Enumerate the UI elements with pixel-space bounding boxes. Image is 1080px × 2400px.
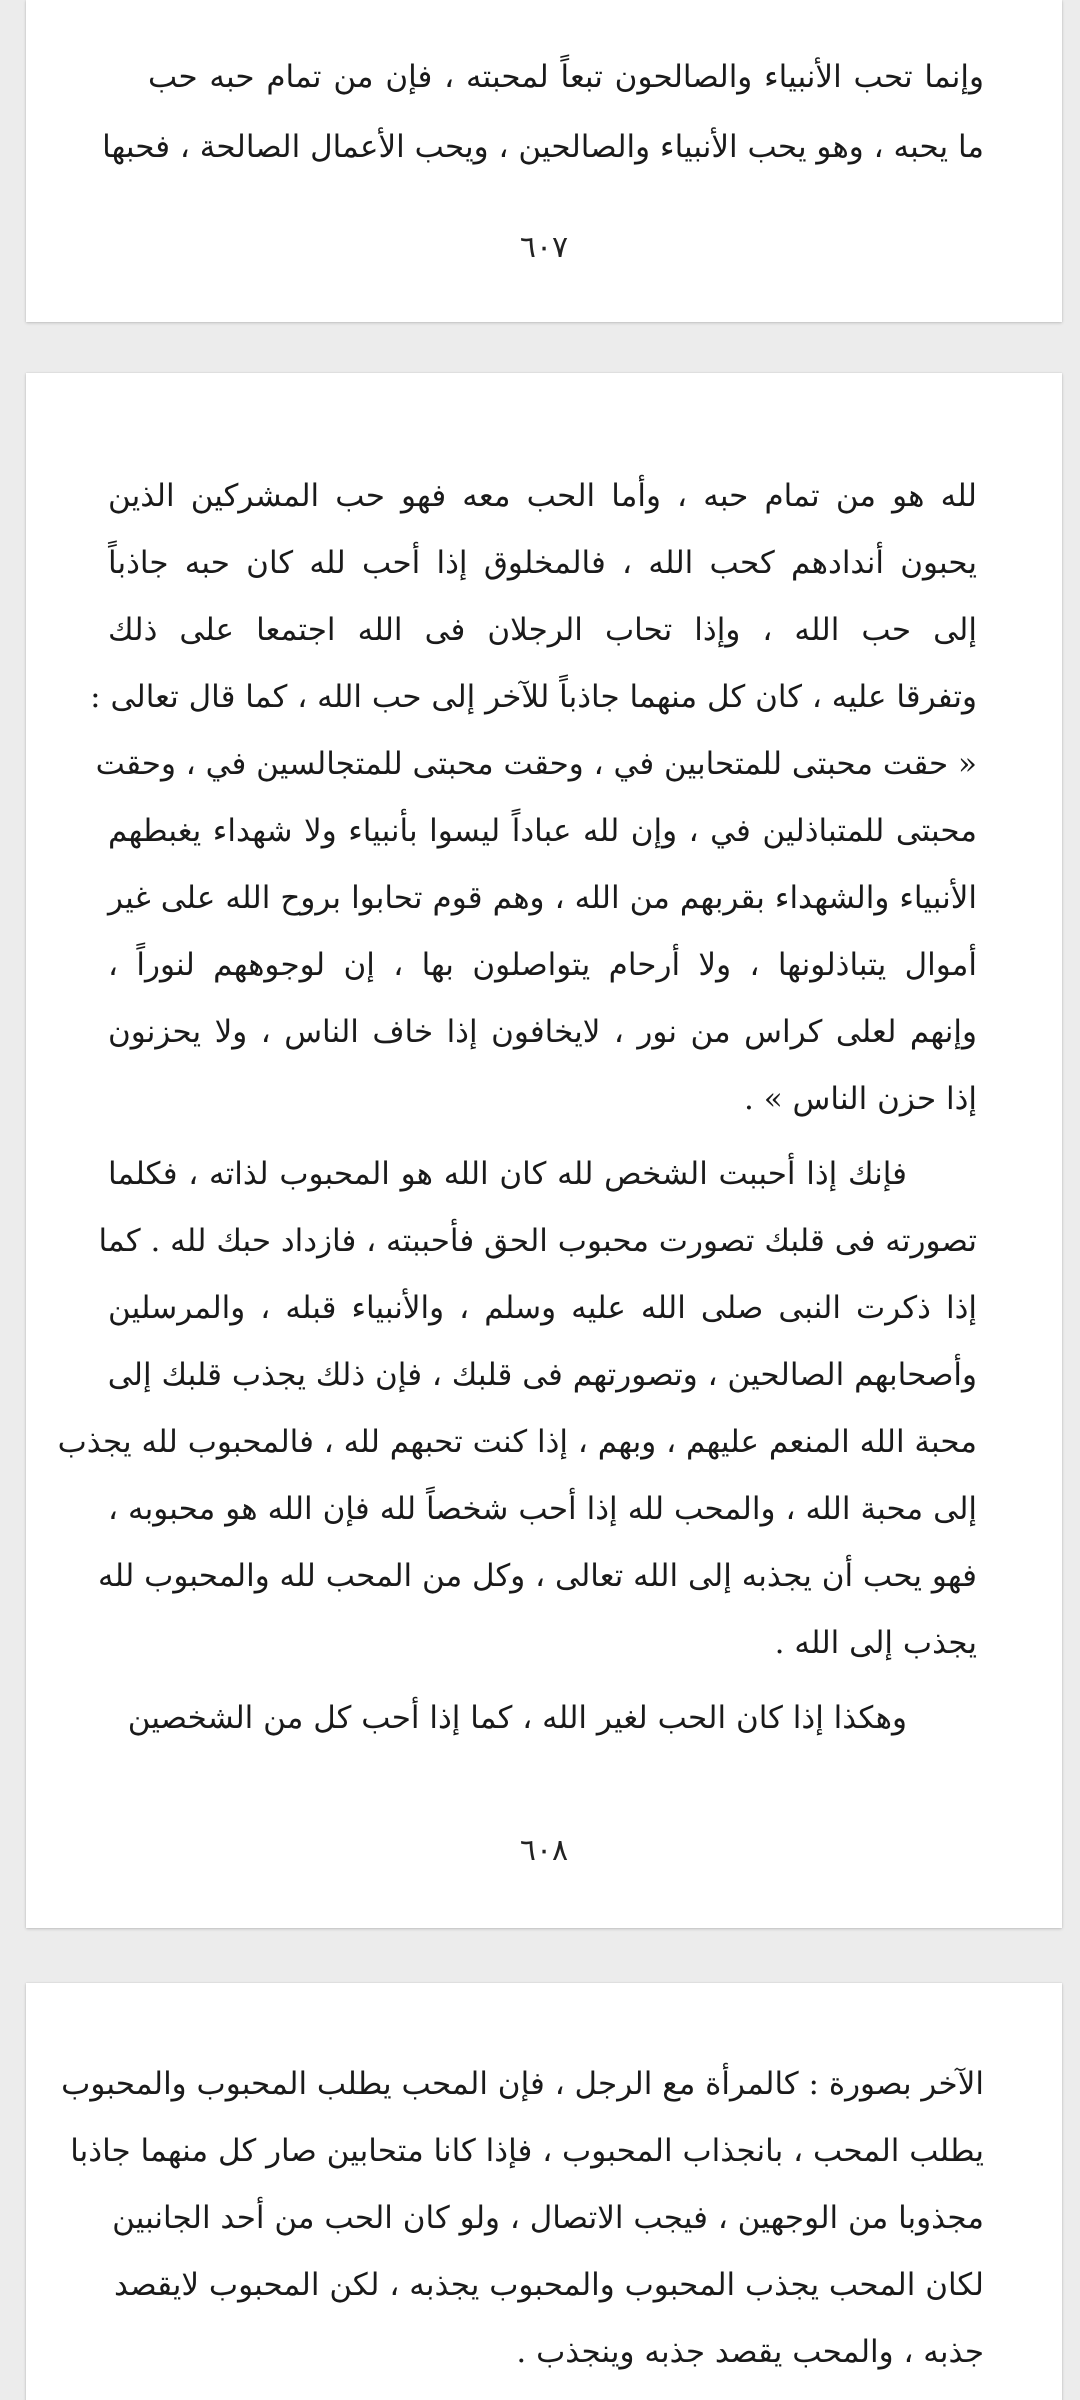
text-line: إلى حب الله ، وإذا تحاب الرجلان فى الله اجتمعا على ذلك	[108, 612, 977, 648]
text-line: محبتى للمتباذلين في ، وإن لله عباداً ليسوا بأنبياء ولا شهداء يغبطهم	[108, 813, 977, 849]
text-line: وإنما تحب الأنبياء والصالحون تبعاً لمحبته ، فإن من تمام حبه حب	[148, 59, 984, 95]
page-number: ٦٠٧	[519, 230, 569, 265]
page-text	[61, 2051, 984, 2386]
text-line: إذا ذكرت النبى صلى الله عليه وسلم ، والأنبياء قبله ، والمرسلين	[108, 1290, 977, 1326]
text-line: لكان المحب يجذب المحبوب والمحبوب يجذبه ، لكن المحبوب لايقصد	[113, 2267, 984, 2303]
text-line: لله هو من تمام حبه ، وأما الحب معه فهو حب المشركين الذين	[108, 478, 977, 514]
text-line: وإنهم لعلى كراس من نور ، لايخافون إذا خاف الناس ، ولا يحزنون	[108, 1014, 977, 1050]
text-line: مجذوبا من الوجهين ، فيجب الاتصال ، ولو كان الحب من أحد الجانبين	[112, 2200, 984, 2236]
text-line: وتفرقا عليه ، كان كل منهما جاذباً للآخر إلى حب الله ، كما قال تعالى :	[90, 679, 977, 715]
page-text	[57, 463, 977, 1752]
text-line: وهكذا إذا كان الحب لغير الله ، كما إذا أحب كل من الشخصين	[127, 1700, 907, 1736]
text-line: يجذب إلى الله .	[774, 1625, 977, 1661]
text-line: يحبون أندادهم كحب الله ، فالمخلوق إذا أحب لله كان حبه جاذباً	[108, 545, 977, 581]
text-line: ما يحبه ، وهو يحب الأنبياء والصالحين ، ويحب الأعمال الصالحة ، فحبها	[102, 129, 984, 165]
text-line: تصورته فى قلبك تصورت محبوب الحق فأحببته ، فازداد حبك لله . كما	[98, 1223, 977, 1259]
text-line: جذبه ، والمحب يقصد جذبه وينجذب .	[516, 2334, 984, 2370]
text-line: الآخر بصورة : كالمرأة مع الرجل ، فإن المحب يطلب المحبوب والمحبوب	[61, 2066, 984, 2102]
page-608	[26, 373, 1062, 1928]
page-text	[102, 42, 984, 182]
text-line: يطلب المحب ، بانجذاب المحبوب ، فإذا كانا متحابين صار كل منهما جاذبا	[70, 2133, 984, 2169]
text-line: وأصحابهم الصالحين ، وتصورتهم فى قلبك ، فإن ذلك يجذب قلبك إلى	[107, 1357, 977, 1393]
text-line: « حقت محبتى للمتحابين في ، وحقت محبتى للمتجالسين في ، وحقت	[95, 746, 977, 782]
text-line: فهو يحب أن يجذبه إلى الله تعالى ، وكل من المحب لله والمحبوب لله	[97, 1558, 977, 1594]
text-line: إذا حزن الناس » .	[744, 1081, 977, 1117]
page-607	[26, 0, 1062, 322]
text-line: إلى محبة الله ، والمحب لله إذا أحب شخصاً لله فإن الله هو محبوبه ،	[108, 1491, 977, 1527]
paragraph-gap	[108, 1677, 977, 1685]
paragraph-gap	[108, 1133, 977, 1141]
text-line: الأنبياء والشهداء بقربهم من الله ، وهم قوم تحابوا بروح الله على غير	[108, 880, 977, 916]
text-line: فإنك إذا أحببت الشخص لله كان الله هو المحبوب لذاته ، فكلما	[108, 1156, 907, 1192]
page-number: ٦٠٨	[519, 1833, 569, 1868]
page-609	[26, 1983, 1062, 2400]
text-line: محبة الله المنعم عليهم ، وبهم ، إذا كنت تحبهم لله ، فالمحبوب لله يجذب	[57, 1424, 977, 1460]
text-line: أموال يتباذلونها ، ولا أرحام يتواصلون بها ، إن لوجوههم لنوراً ،	[108, 947, 977, 983]
